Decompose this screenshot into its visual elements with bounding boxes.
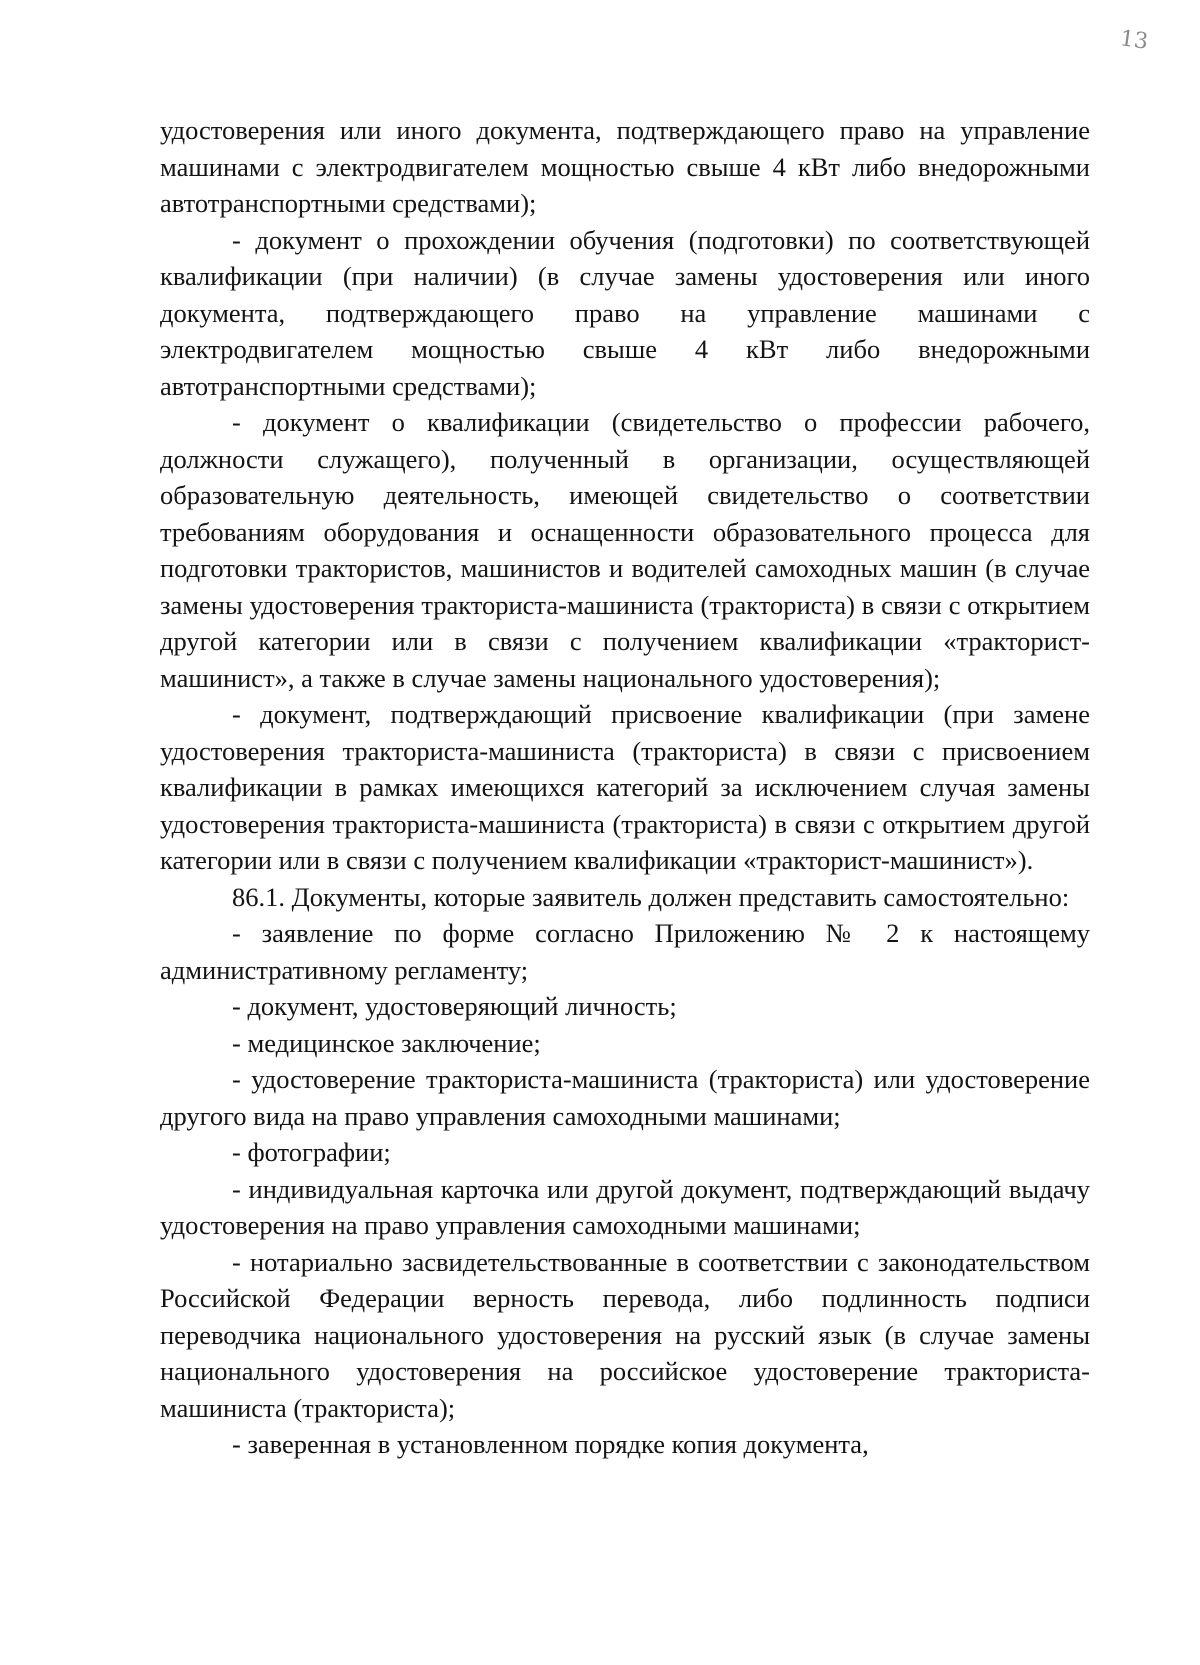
paragraph-section-86-1: 86.1. Документы, которые заявитель должен представить самостоятельно: [232, 881, 1070, 912]
list-item-driver-certificate: - удостоверение тракториста-машиниста (тракториста) или удостоверение другого вида на право управления самоходными машинами; [160, 1064, 1090, 1131]
paragraph-qualification-assignment: - документ, подтверждающий присвоение квалификации (при замене удостоверения тракториста-машиниста (тракториста) в связи с присвоением квалификации в рамках имеющихся категорий за исключением случая замены удостоверения тракториста-машиниста (тракториста) в связи с открытием другой категории или в связи с получением квалификации «тракторист-машинист»). [160, 699, 1090, 875]
document-body [160, 112, 1090, 1463]
paragraph-qualification-document: - документ о квалификации (свидетельство о профессии рабочего, должности служащего), полученный в организации, осуществляющей образовательную деятельность, имеющей свидетельство о соответствии требованиям оборудования и оснащенности образовательного процесса для подготовки трактористов, машинистов и водителей самоходных машин (в случае замены удостоверения тракториста-машиниста (тракториста) в связи с открытием другой категории или в связи с получением квалификации «тракторист-машинист», а также в случае замены национального удостоверения); [160, 407, 1090, 693]
page-number-mark: 13 [1118, 26, 1150, 55]
list-item-certified-copy: - заверенная в установленном порядке копия документа, [232, 1429, 869, 1459]
list-item-individual-card: - индивидуальная карточка или другой документ, подтверждающий выдачу удостоверения на право управления самоходными машинами; [160, 1173, 1090, 1240]
list-item-application: - заявление по форме согласно Приложению № 2 к настоящему административному регламенту; [160, 918, 1090, 985]
list-item-notarized-translation: - нотариально засвидетельствованные в соответствии с законодательством Российской Федерации верность перевода, либо подлинность подписи переводчика национального удостоверения на русский язык (в случае замены национального удостоверения на российское удостоверение тракториста-машиниста (тракториста); [160, 1246, 1090, 1423]
list-item-identity-document: - документ, удостоверяющий личность; [232, 991, 677, 1021]
list-item-medical-certificate: - медицинское заключение; [232, 1027, 541, 1058]
list-item-photos: - фотографии; [232, 1137, 391, 1167]
paragraph-continuation: удостоверения или иного документа, подтверждающего право на управление машинами с электродвигателем мощностью свыше 4 кВт либо внедорожными автотранспортными средствами); [160, 115, 1090, 218]
paragraph-training-document: - документ о прохождении обучения (подготовки) по соответствующей квалификации (при наличии) (в случае замены удостоверения или иного документа, подтверждающего право на управление машинами с электродвигателем мощностью свыше 4 кВт либо внедорожными автотранспортными средствами); [160, 224, 1090, 401]
